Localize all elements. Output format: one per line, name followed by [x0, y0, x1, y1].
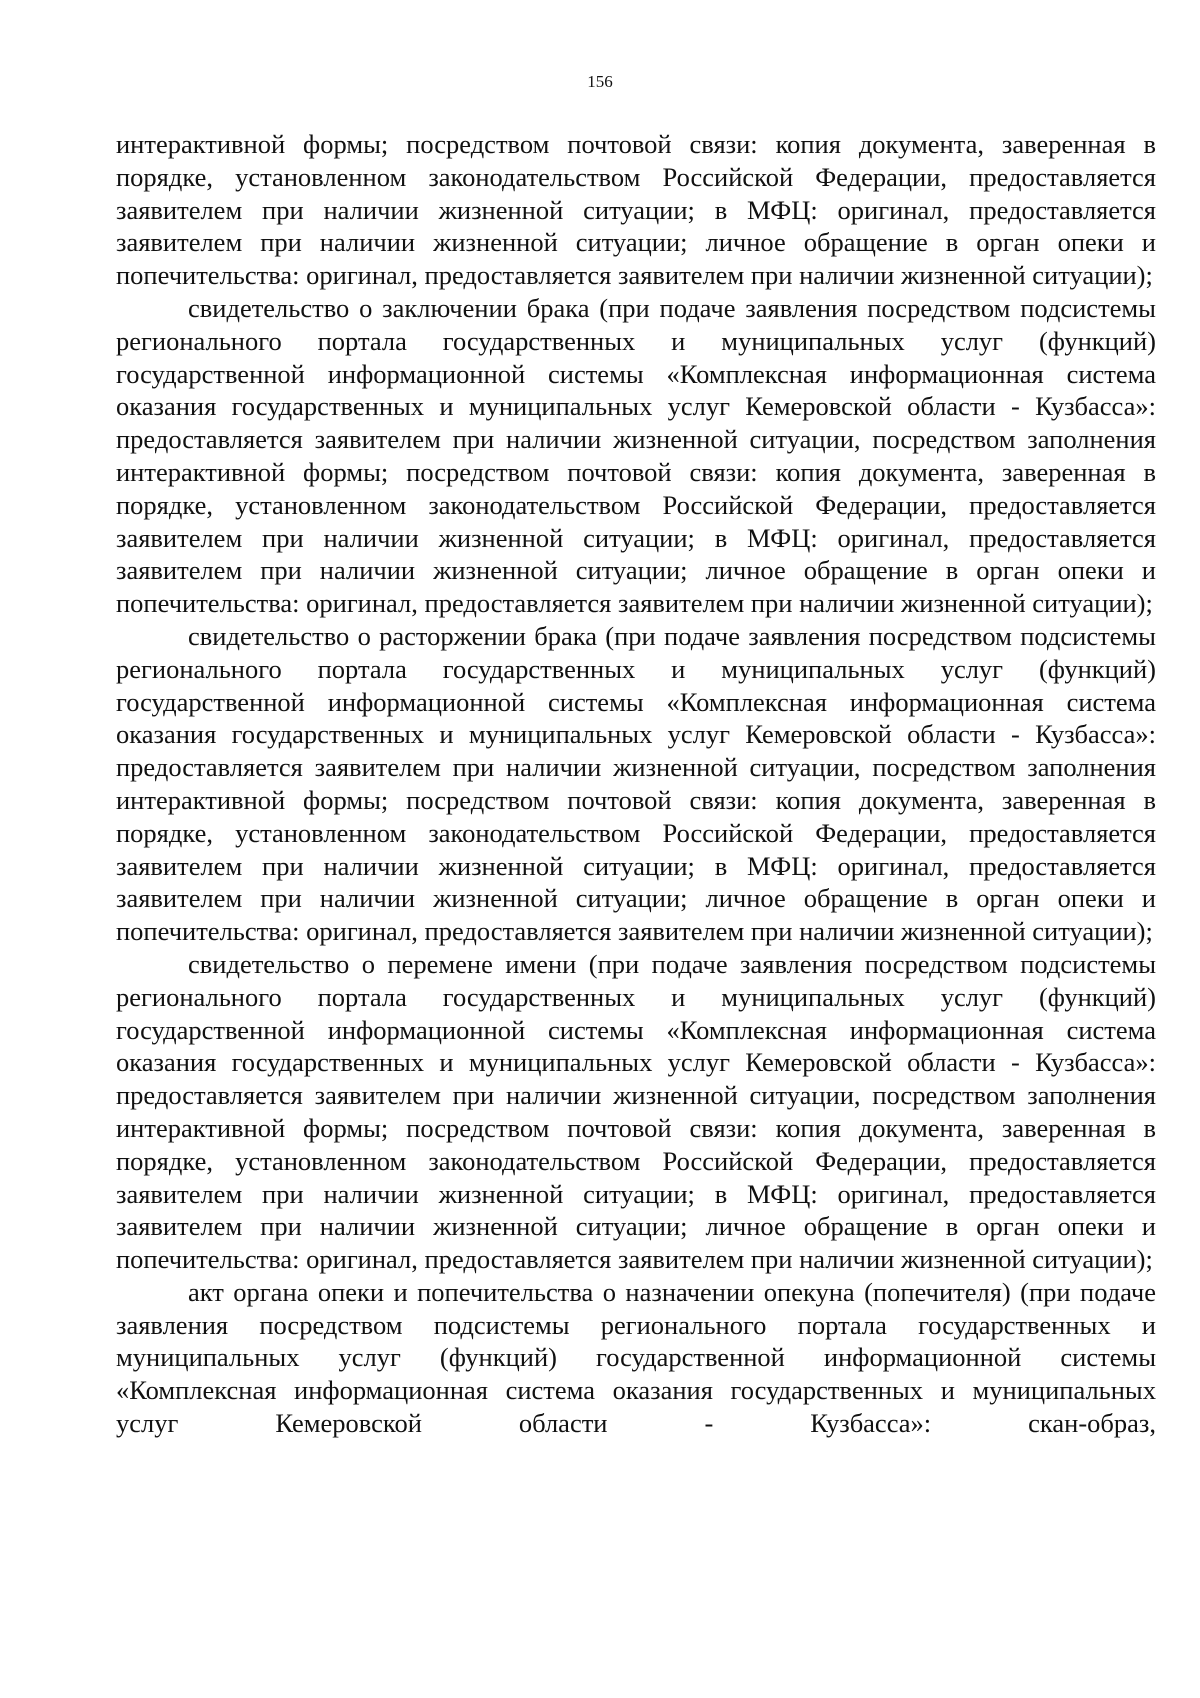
paragraph-name-change-certificate: свидетельство о перемене имени (при подаче заявления посредством подсистемы регионального портала государственных и муниципальных услуг (функций) государственной информационной системы «Комплексная информационная система оказания государственных и муниципальных услуг Кемеровской области - Кузбасса»: предоставляется заявителем при наличии жизненной ситуации, посредством заполнения интерактивной формы; посредством почтовой связи: копия документа, заверенная в порядке, установленном законодательством Российской Федерации, предоставляется заявителем при наличии жизненной ситуации; в МФЦ: оригинал, предоставляется заявителем при наличии жизненной ситуации; личное обращение в орган опеки и попечительства: оригинал, предоставляется заявителем при наличии жизненной ситуации);	[116, 948, 1156, 1275]
paragraph-marriage-certificate: свидетельство о заключении брака (при подаче заявления посредством подсистемы регионального портала государственных и муниципальных услуг (функций) государственной информационной системы «Комплексная информационная система оказания государственных и муниципальных услуг Кемеровской области - Кузбасса»: предоставляется заявителем при наличии жизненной ситуации, посредством заполнения интерактивной формы; посредством почтовой связи: копия документа, заверенная в порядке, установленном законодательством Российской Федерации, предоставляется заявителем при наличии жизненной ситуации; в МФЦ: оригинал, предоставляется заявителем при наличии жизненной ситуации; личное обращение в орган опеки и попечительства: оригинал, предоставляется заявителем при наличии жизненной ситуации);	[116, 292, 1156, 619]
document-body	[116, 128, 1156, 1440]
paragraph-continuation: интерактивной формы; посредством почтовой связи: копия документа, заверенная в порядке, установленном законодательством Российской Федерации, предоставляется заявителем при наличии жизненной ситуации; в МФЦ: оригинал, предоставляется заявителем при наличии жизненной ситуации; личное обращение в орган опеки и попечительства: оригинал, предоставляется заявителем при наличии жизненной ситуации);	[116, 129, 1156, 291]
paragraph-guardianship-act: акт органа опеки и попечительства о назначении опекуна (попечителя) (при подаче заявления посредством подсистемы регионального портала государственных и муниципальных услуг (функций) государственной информационной системы «Комплексная информационная система оказания государственных и муниципальных услуг Кемеровской области - Кузбасса»: скан-образ,	[116, 1276, 1156, 1439]
page-number: 156	[587, 72, 613, 91]
paragraph-divorce-certificate: свидетельство о расторжении брака (при подаче заявления посредством подсистемы регионального портала государственных и муниципальных услуг (функций) государственной информационной системы «Комплексная информационная система оказания государственных и муниципальных услуг Кемеровской области - Кузбасса»: предоставляется заявителем при наличии жизненной ситуации, посредством заполнения интерактивной формы; посредством почтовой связи: копия документа, заверенная в порядке, установленном законодательством Российской Федерации, предоставляется заявителем при наличии жизненной ситуации; в МФЦ: оригинал, предоставляется заявителем при наличии жизненной ситуации; личное обращение в орган опеки и попечительства: оригинал, предоставляется заявителем при наличии жизненной ситуации);	[116, 620, 1156, 947]
